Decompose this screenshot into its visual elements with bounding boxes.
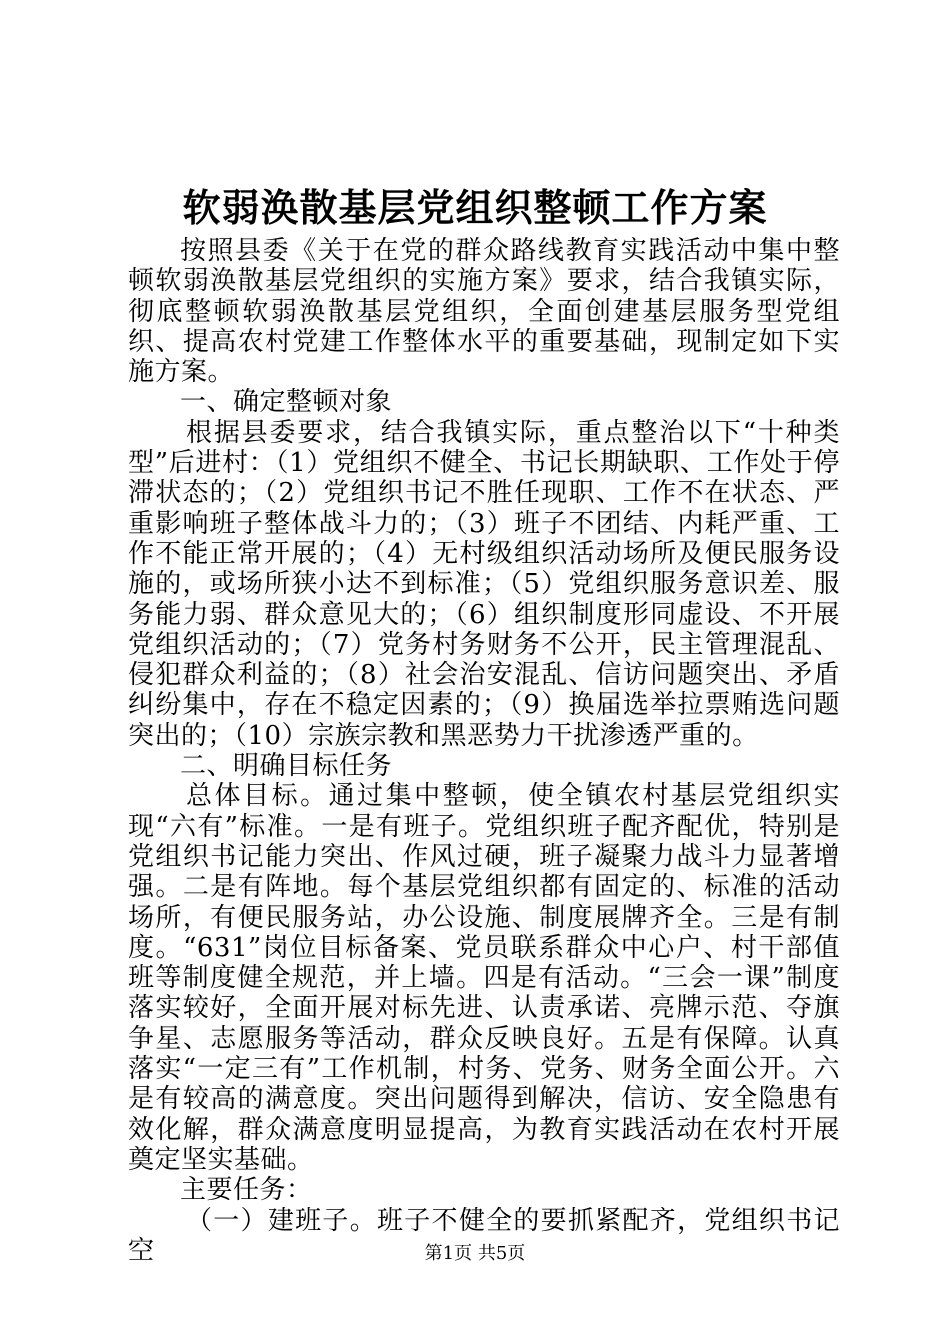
section-2-paragraph: 总体目标。通过集中整顿，使全镇农村基层党组织实现“六有”标准。一是有班子。党组织班子配齐配优，特别是党组织书记能力突出、作风过硬，班子凝聚力战斗力显著增强。二是有阵地。每个基层党组织都有固定的、标准的活动场所，有便民服务站，办公设施、制度展牌齐全。三是有制度。“631”岗位目标备案、党员联系群众中心户、村干部值班等制度健全规范，并上墙。四是有活动。“三会一课”制度落实较好，全面开展对标先进、认责承诺、亮牌示范、夺旗争星、志愿服务等活动，群众反映良好。五是有保障。认真落实“一定三有”工作机制，村务、党务、财务全面公开。六是有较高的满意度。突出问题得到解决，信访、安全隐患有效化解，群众满意度明显提高，为教育实践活动在农村开展奠定坚实基础。 <box>128 781 840 1175</box>
document-body <box>128 236 840 1266</box>
main-tasks-heading: 主要任务： <box>180 1175 313 1206</box>
page-number-footer: 第1页 共5页 <box>424 1243 526 1264</box>
task-1-paragraph: （一）建班子。班子不健全的要抓紧配齐，党组织书记空 <box>128 1205 840 1266</box>
section-heading-2: 二、明确目标任务 <box>180 751 393 782</box>
intro-paragraph: 按照县委《关于在党的群众路线教育实践活动中集中整顿软弱涣散基层党组织的实施方案》要求，结合我镇实际，彻底整顿软弱涣散基层党组织，全面创建基层服务型党组织、提高农村党建工作整体水平的重要基础，现制定如下实施方案。 <box>128 236 840 388</box>
document-title: 软弱涣散基层党组织整顿工作方案 <box>182 185 768 230</box>
section-heading-1: 一、确定整顿对象 <box>180 387 393 418</box>
section-1-paragraph: 根据县委要求，结合我镇实际，重点整治以下“十种类型”后进村：（1）党组织不健全、书记长期缺职、工作处于停滞状态的；（2）党组织书记不胜任现职、工作不在状态、严重影响班子整体战斗力的；（3）班子不团结、内耗严重、工作不能正常开展的；（4）无村级组织活动场所及便民服务设施的，或场所狭小达不到标准；（5）党组织服务意识差、服务能力弱、群众意见大的；（6）组织制度形同虚设、不开展党组织活动的；（7）党务村务财务不公开，民主管理混乱、侵犯群众利益的；（8）社会治安混乱、信访问题突出、矛盾纠纷集中，存在不稳定因素的；（9）换届选举拉票贿选问题突出的；（10）宗族宗教和黑恶势力干扰渗透严重的。 <box>128 417 840 751</box>
